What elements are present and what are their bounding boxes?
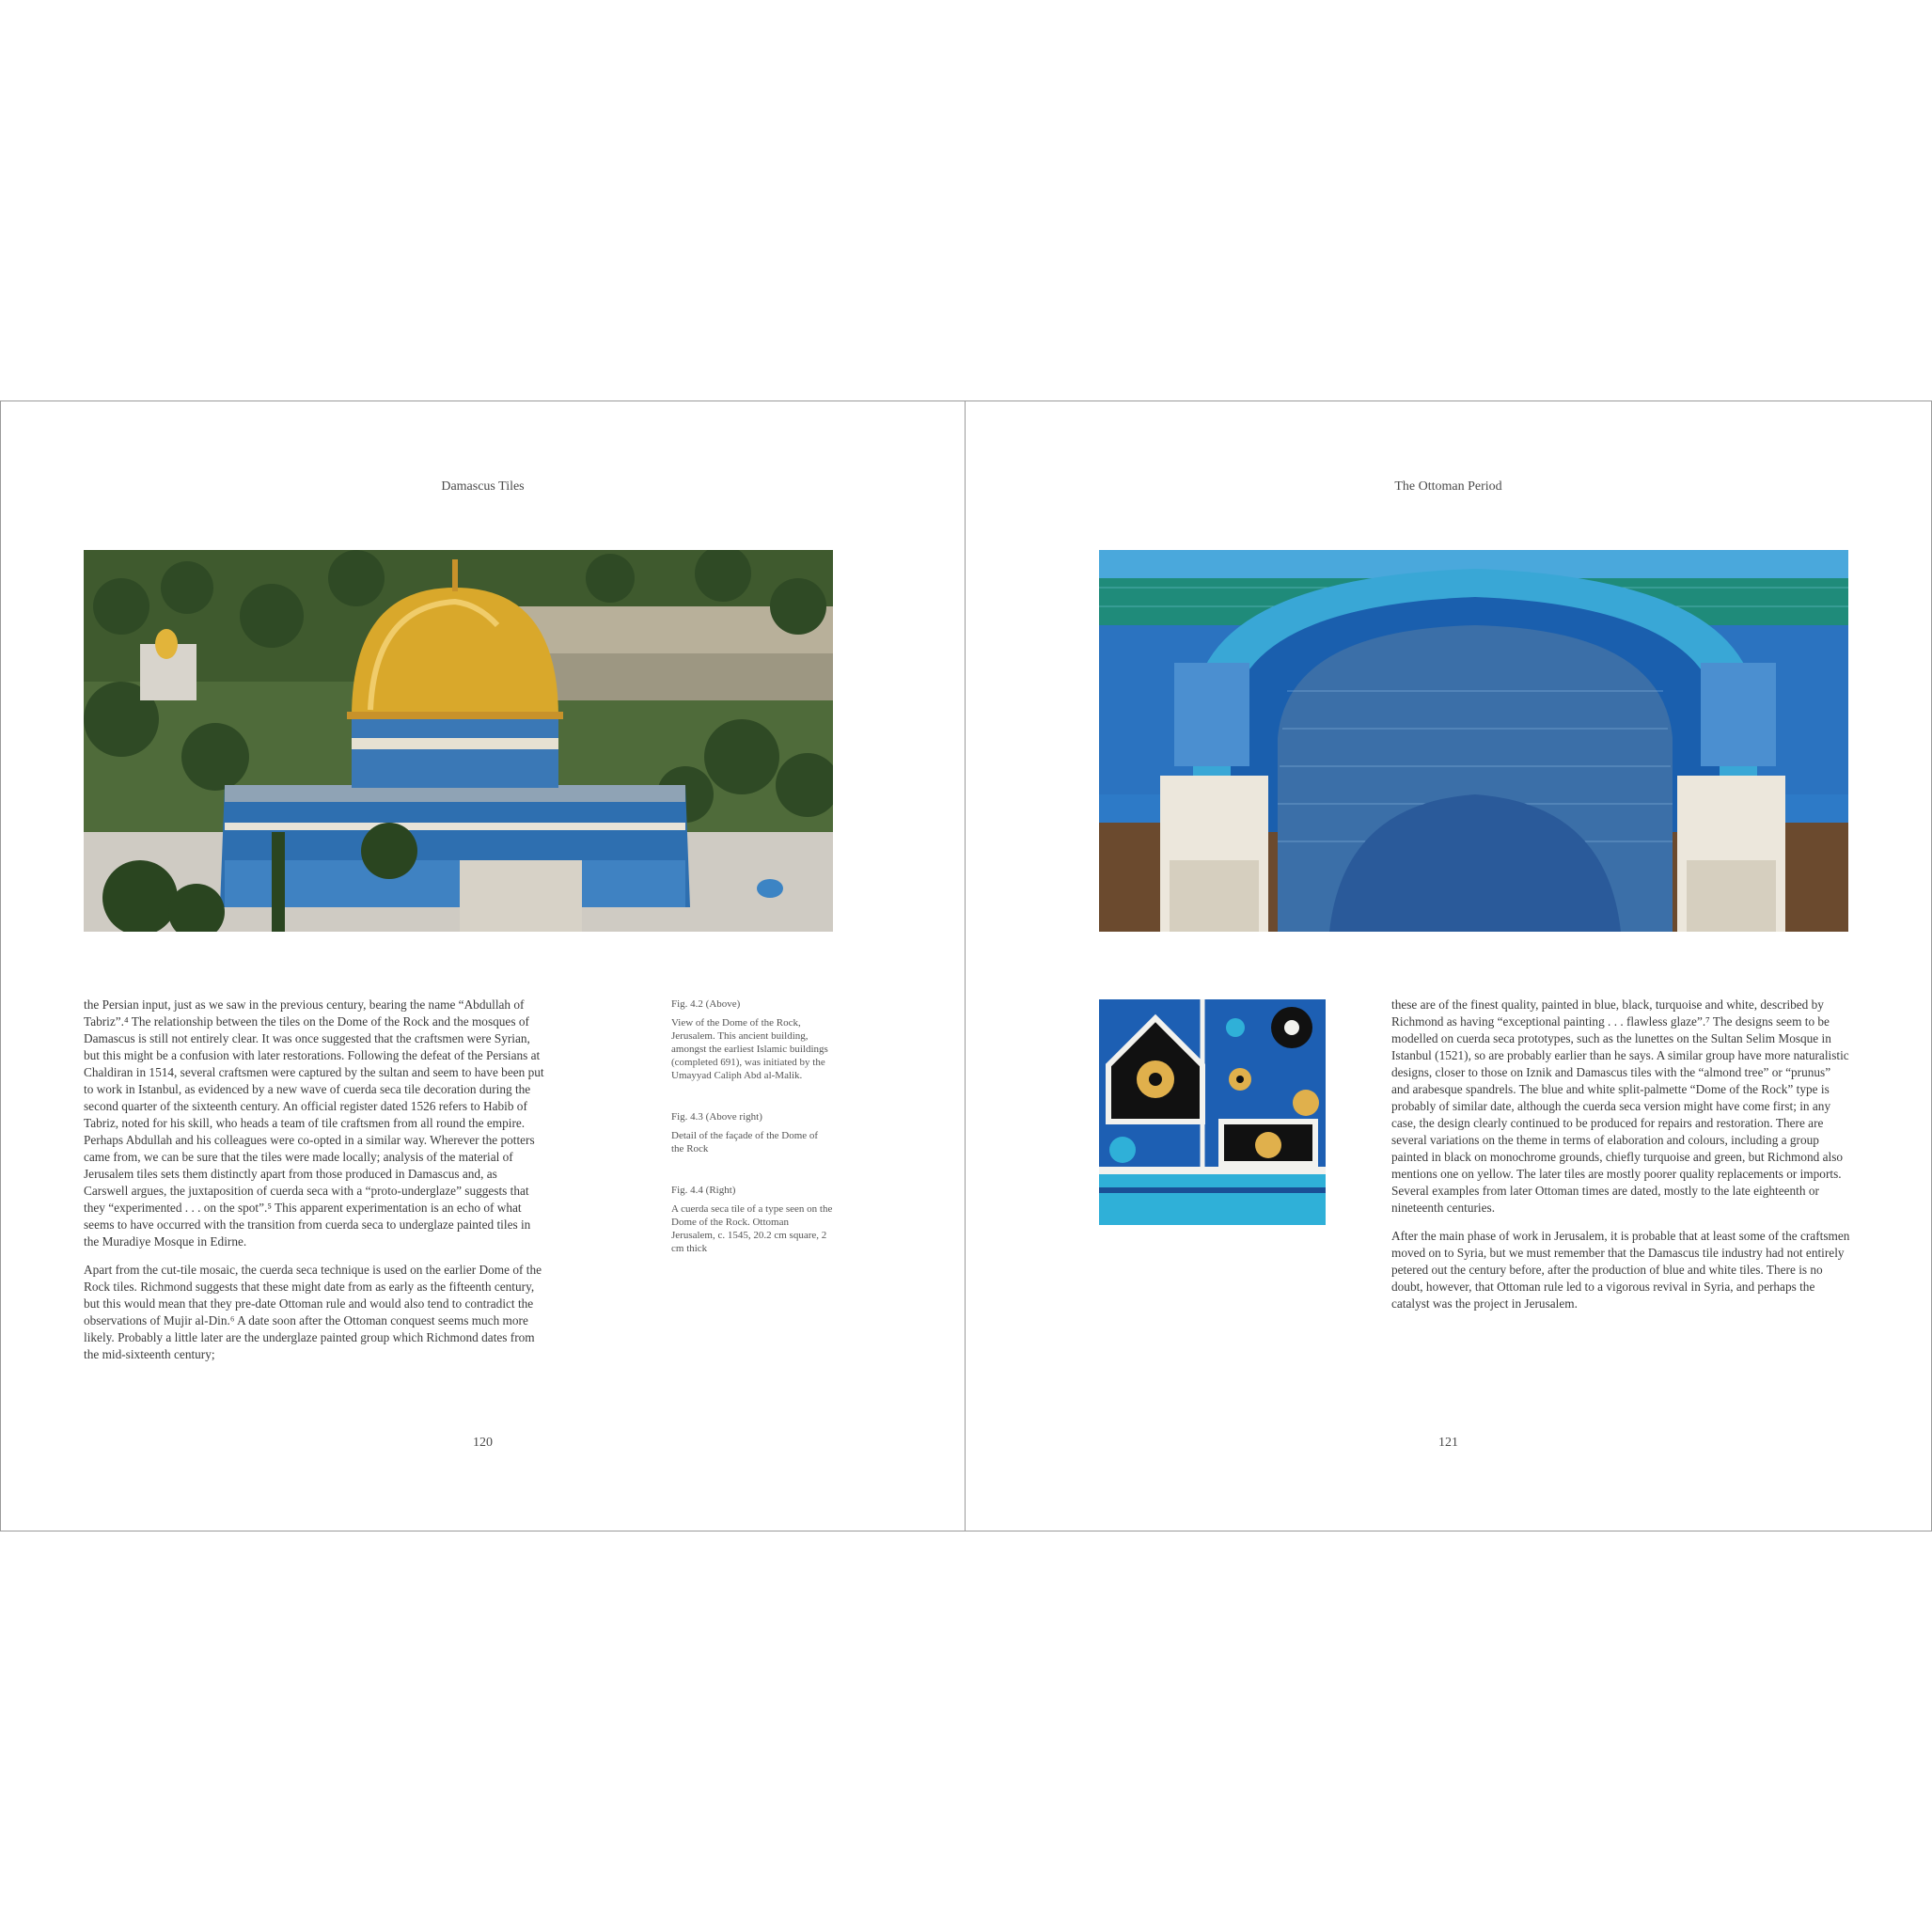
page-number-right: 121 — [1438, 1436, 1458, 1450]
body-text-left — [84, 997, 544, 1374]
cuerda-seca-tile-photo — [1099, 999, 1326, 1225]
page-number-left: 120 — [473, 1436, 493, 1450]
caption-fig-4-4-text: A cuerda seca tile of a type seen on the Dome of the Rock. Ottoman Jerusalem, c. 1545, 20.2 cm square, 2 cm thick — [671, 1203, 833, 1254]
caption-fig-4-2-label: Fig. 4.2 (Above) — [671, 998, 741, 1010]
caption-fig-4-2-text: View of the Dome of the Rock, Jerusalem. This ancient building, amongst the earliest Islamic buildings (completed 691), was initiated by the Umayyad Caliph Abd al-Malik. — [671, 1017, 828, 1081]
paragraph: After the main phase of work in Jerusalem, it is probable that at least some of the craftsmen moved on to Syria, but we must remember that the Damascus tile industry had not entirely petered out the century before, after the production of blue and white tiles. There is no doubt, however, that Ottoman rule led to a vigorous revival in Syria, and perhaps the catalyst was the project in Jerusalem. — [1391, 1229, 1850, 1311]
caption-fig-4-4-label: Fig. 4.4 (Right) — [671, 1185, 736, 1196]
paragraph: the Persian input, just as we saw in the previous century, bearing the name “Abdullah of Tabriz”.⁴ The relationship between the tiles on the Dome of the Rock and the mosques of Damascus is still not entirely clear. It was once suggested that the craftsmen were Syrian, but this might be a confusion with later restorations. Following the defeat of the Persians at Chaldiran in 1514, several craftsmen were captured by the sultan and seem to have been put to work in Istanbul, as evidenced by a new wave of cuerda seca tile decoration during the second quarter of the sixteenth century. An official register dated 1526 refers to Habib of Tabriz, noted for his skill, who heads a team of tile craftsmen from all round the empire. Perhaps Abdullah and his colleagues were co-opted in a similar way. Wherever the potters came from, we can be sure that the tiles were made locally; analysis of the material of Jerusalem tiles sets them distinctly apart from those produced in Damascus and, as Carswell argues, the juxtaposition of cuerda seca with a “proto-underglaze” suggests that they “experimented . . . on the spot”.⁵ This apparent experimentation is an echo of what seems to have occurred with the transition from cuerda seca to underglaze painted tiles in the Muradiye Mosque in Edirne. — [84, 997, 544, 1249]
running-head-right: The Ottoman Period — [1394, 479, 1502, 494]
body-text-right — [1391, 997, 1850, 1324]
right-page — [966, 401, 1932, 1531]
facade-arch-photo — [1099, 550, 1848, 932]
paragraph: these are of the finest quality, painted in blue, black, turquoise and white, described by Richmond as having “exceptional painting . . . flawless glaze”.⁷ The designs seem to be modelled on cuerda seca prototypes, such as the lunettes on the Sultan Selim Mosque in Istanbul (1521), so are probably earlier than he says. A similar group have more naturalistic designs, closer to those on Iznik and Damascus tiles with the “almond tree” or “prunus” and arabesque spandrels. The blue and white split-palmette “Dome of the Rock” type is probably of similar date, although the cuerda seca version might have come first; in any case, the design clearly continued to be produced for repairs and restoration. There are several variations on the theme in terms of elaboration and colours, including a group painted in black on monochrome grounds, chiefly turquoise and green, but Richmond also mentions one on yellow. The later tiles are mostly poorer quality replacements or imports. Several examples from later Ottoman times are dated, mostly to the late eighteenth or nineteenth centuries. — [1391, 997, 1849, 1215]
dome-of-the-rock-photo — [84, 550, 833, 932]
running-head-left: Damascus Tiles — [441, 479, 525, 494]
left-page — [0, 401, 966, 1531]
captions-column — [671, 997, 833, 1283]
book-spread — [0, 401, 1932, 1531]
caption-fig-4-3-text: Detail of the façade of the Dome of the Rock — [671, 1130, 819, 1154]
caption-fig-4-3-label: Fig. 4.3 (Above right) — [671, 1111, 762, 1123]
paragraph: Apart from the cut-tile mosaic, the cuerda seca technique is used on the earlier Dome of the Rock tiles. Richmond suggests that these might date from as early as the fifteenth century, but this would mean that they pre-date Ottoman rule and would also tend to contradict the observations of Mujir al-Din.⁶ A date soon after the Ottoman conquest seems much more likely. Probably a little later are the underglaze painted group which Richmond dates from the mid-sixteenth century; — [84, 1263, 542, 1361]
